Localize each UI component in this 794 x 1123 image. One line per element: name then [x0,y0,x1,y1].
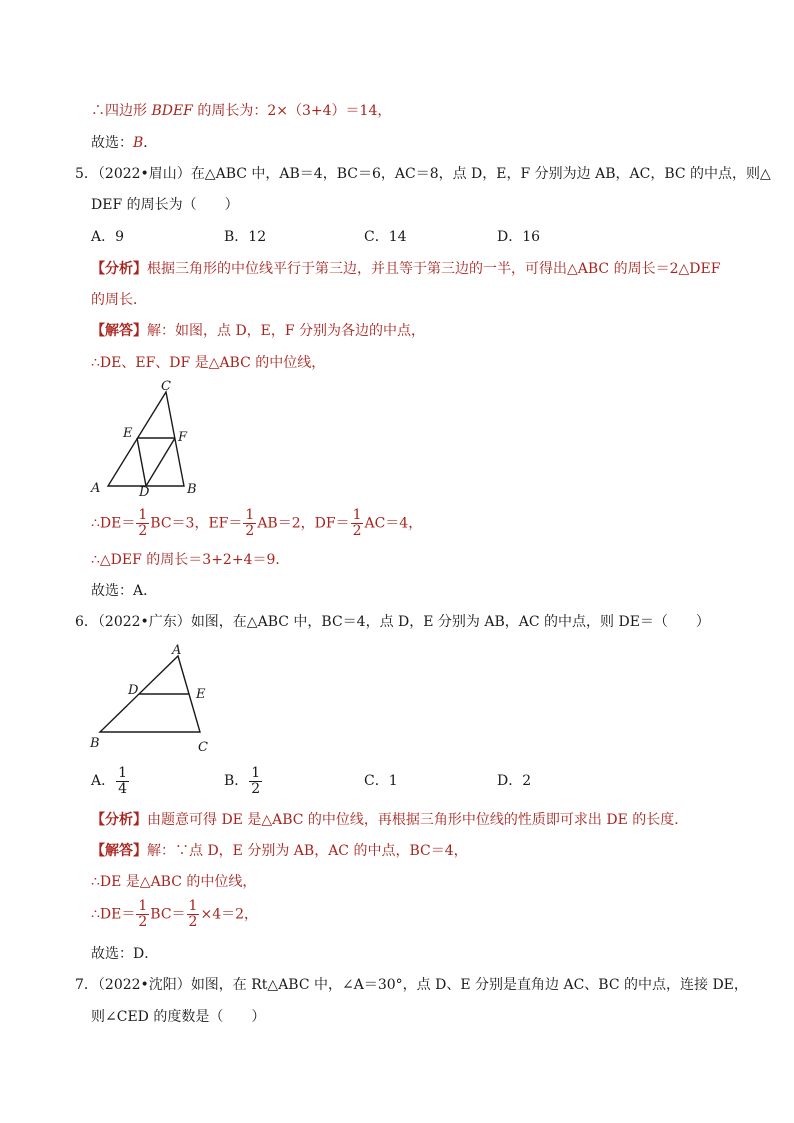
q6-label-e: E [196,687,206,702]
q5-label-c: C [161,379,171,394]
q5-calc-line: ∴DE＝ $\frac{1}{2}$ BC＝3，EF＝ $\frac{1}{2}$ AB＝2，DF＝ $\frac{1}{2}$ AC＝4， [91,507,423,539]
q7-stem-line1: 7．（2022•沈阳）如图，在 Rt△ABC 中，∠A＝30°，点 D、E 分别是直角边 AC、BC 的中点，连接 DE， [75,977,748,993]
q5-choose: 故选：A． [91,583,158,599]
q6-solution-line2: ∴DE 是△ABC 的中位线， [91,874,257,890]
q6-label-b: B [90,736,100,751]
q6-option-a: A． $\frac{1}{4}$ [91,764,128,797]
q5-triangle-figure [86,376,216,501]
q5-stem-line1: 5．（2022•眉山）在△ABC 中，AB＝4，BC＝6，AC＝8，点 D，E，F 分别为边 AB，AC，BC 的中点，则△ [75,166,771,182]
q6-solution-line1: 【解答】解：∵点 D，E 分别为 AB，AC 的中点，BC＝4， [91,843,468,859]
q5-label-a: A [91,481,101,496]
q5-label-d: D [139,485,150,500]
q5-label-f: F [178,430,188,445]
q6-label-a: A [172,643,182,658]
q6-option-d: D．2 [497,773,532,789]
q6-calc-line: ∴DE＝ $\frac{1}{2}$ BC＝ $\frac{1}{2}$ ×4＝2， [91,898,259,930]
q6-option-c: C．1 [364,773,398,789]
q5-label-e: E [123,426,133,441]
q5-perimeter: ∴△DEF 的周长＝3+2+4＝9． [91,552,290,568]
q6-analysis: 【分析】由题意可得 DE 是△ABC 的中位线，再根据三角形中位线的性质即可求出 DE 的长度． [91,812,689,828]
q5-analysis-line2: 的周长． [91,292,147,308]
prev-choose: 故选：B． [91,135,158,151]
q6-triangle-figure [86,640,226,758]
q5-option-d: D．16 [497,229,541,245]
q5-stem-line2: DEF 的周长为（ ） [91,197,239,213]
q6-label-c: C [198,740,208,755]
q7-stem-line2: 则∠CED 的度数是（ ） [91,1009,266,1025]
q6-label-d: D [128,683,139,698]
q5-analysis-line1: 【分析】根据三角形的中位线平行于第三边，并且等于第三边的一半，可得出△ABC 的周长＝2△DEF [91,261,721,277]
q6-stem: 6．（2022•广东）如图，在△ABC 中，BC＝4，点 D，E 分别为 AB，AC 的中点，则 DE＝（ ） [75,614,710,630]
q6-choose: 故选：D． [91,946,159,962]
q5-solution-line1: 【解答】解：如图，点 D，E，F 分别为各边的中点， [91,323,426,339]
q5-option-c: C．14 [364,229,407,245]
prev-conclusion: ∴四边形 BDEF 的周长为：2×（3+4）＝14， [91,103,392,119]
q5-option-b: B．12 [224,229,267,245]
q5-option-a: A．9 [91,229,125,245]
q5-label-b: B [187,482,197,497]
q6-option-b: B． $\frac{1}{2}$ [224,764,261,797]
q5-solution-line2: ∴DE、EF、DF 是△ABC 的中位线， [91,355,326,371]
